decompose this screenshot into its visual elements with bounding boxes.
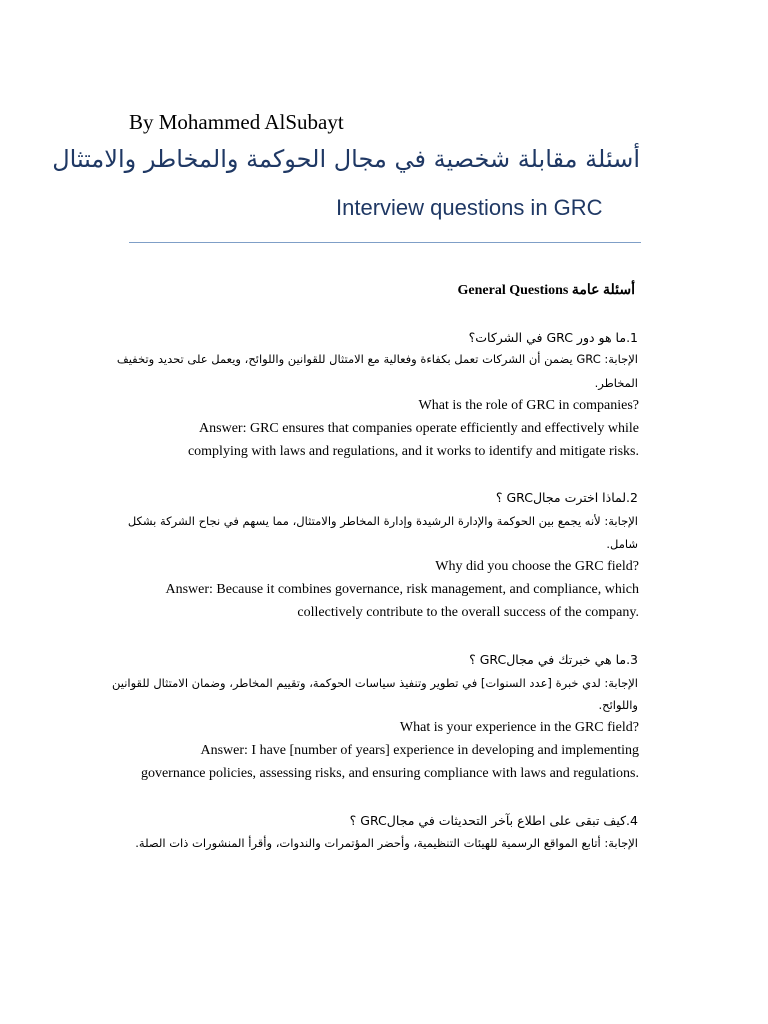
- english-title: Interview questions in GRC: [336, 195, 603, 220]
- answer-ar-line: الإجابة: GRC يضمن أن الشركات تعمل بكفاءة وفعالية مع الامتثال للقوانين واللوائح، ويعمل على تحديد وتخفيف: [116, 352, 638, 366]
- answer-en-line: collectively contribute to the overall success of the company.: [297, 605, 639, 620]
- question-ar: 2.لماذا اخترت مجالGRC ؟: [495, 490, 638, 505]
- answer-en-line: Answer: I have [number of years] experience in developing and implementing: [200, 743, 639, 758]
- section-heading: أسئلة عامة General Questions: [457, 283, 635, 298]
- question-ar: 4.كيف تبقى على اطلاع بآخر التحديثات في مجالGRC ؟: [349, 813, 638, 828]
- answer-ar-line: الإجابة: لدي خبرة [عدد السنوات] في تطوير وتنفيذ سياسات الحوكمة، وتقييم المخاطر، وضمان الامتثال للقوانين: [111, 676, 638, 690]
- question-ar: 3.ما هي خبرتك في مجالGRC ؟: [469, 652, 638, 667]
- author-line: By Mohammed AlSubayt: [129, 110, 344, 134]
- answer-en-line: Answer: Because it combines governance, risk management, and compliance, which: [165, 582, 639, 597]
- answer-ar-line: المخاطر.: [594, 376, 638, 390]
- arabic-title: أسئلة مقابلة شخصية في مجال الحوكمة والمخاطر والامتثال: [52, 145, 640, 173]
- title-divider: [129, 242, 641, 243]
- answer-ar-line: الإجابة: لأنه يجمع بين الحوكمة والإدارة الرشيدة وإدارة المخاطر والامتثال، مما يسهم في نجاح الشركة بشكل: [127, 514, 638, 528]
- question-ar: 1.ما هو دور GRC في الشركات؟: [468, 330, 638, 345]
- question-en: What is your experience in the GRC field?: [399, 720, 639, 735]
- answer-ar-line: الإجابة: أتابع المواقع الرسمية للهيئات التنظيمية، وأحضر المؤتمرات والندوات، وأقرأ المنشورات ذات الصلة.: [135, 836, 638, 850]
- answer-ar-line: واللوائح.: [598, 698, 638, 712]
- question-en: What is the role of GRC in companies?: [418, 398, 639, 413]
- answer-ar-line: شامل.: [606, 537, 638, 551]
- answer-en-line: Answer: GRC ensures that companies operate efficiently and effectively while: [199, 421, 639, 436]
- answer-en-line: governance policies, assessing risks, and ensuring compliance with laws and regulations.: [140, 766, 639, 781]
- question-en: Why did you choose the GRC field?: [435, 559, 639, 574]
- answer-en-line: complying with laws and regulations, and it works to identify and mitigate risks.: [187, 444, 639, 459]
